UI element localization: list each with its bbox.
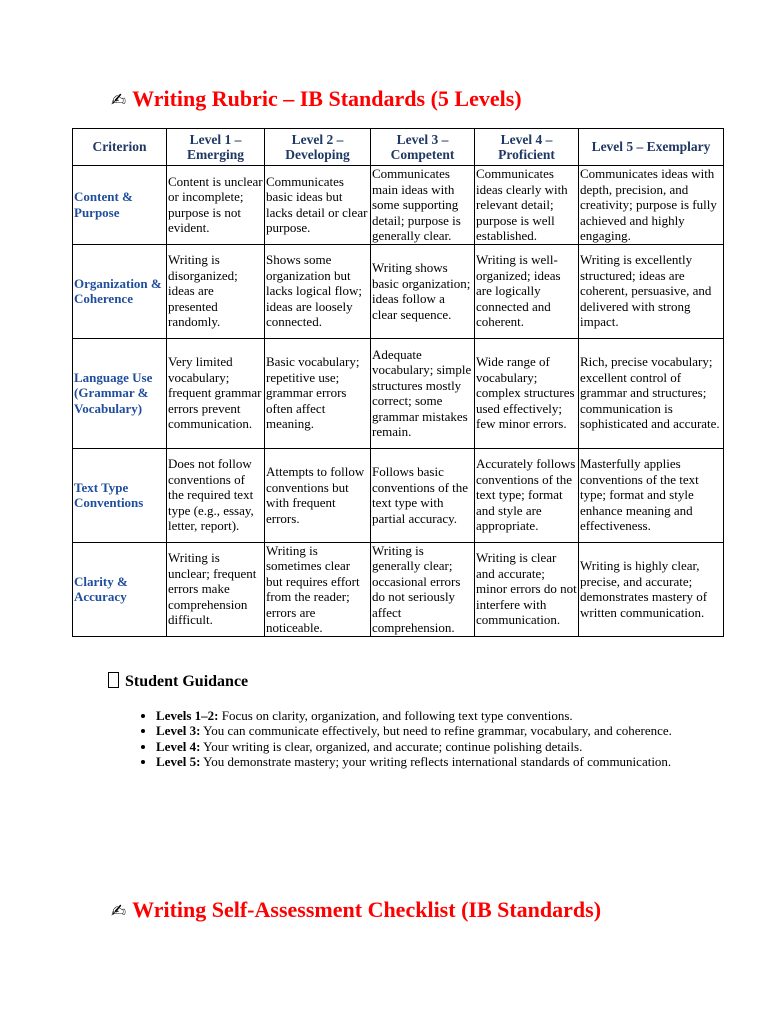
criterion-cell: Clarity & Accuracy bbox=[73, 542, 167, 636]
header-level-5: Level 5 – Exemplary bbox=[579, 129, 724, 166]
header-level-4: Level 4 – Proficient bbox=[475, 129, 579, 166]
table-cell: Communicates basic ideas but lacks detail or clear purpose. bbox=[265, 166, 371, 245]
list-item bbox=[156, 708, 676, 723]
table-cell: Communicates ideas with depth, precision, and creativity; purpose is fully achieved and highly engaging. bbox=[579, 166, 724, 245]
list-item bbox=[156, 723, 676, 738]
list-item-text: Your writing is clear, organized, and accurate; continue polishing details. bbox=[200, 738, 583, 754]
table-cell: Wide range of vocabulary; complex structures used effectively; few minor errors. bbox=[475, 338, 579, 448]
table-row bbox=[73, 166, 724, 245]
table-cell: Does not follow conventions of the required text type (e.g., essay, letter, report). bbox=[167, 448, 265, 542]
list-item-text: You demonstrate mastery; your writing reflects international standards of communication. bbox=[200, 754, 672, 770]
guidance-list bbox=[132, 708, 676, 770]
table-cell: Writing is generally clear; occasional errors do not seriously affect comprehension. bbox=[371, 542, 475, 636]
table-row bbox=[73, 448, 724, 542]
table-cell: Communicates main ideas with some supporting detail; purpose is generally clear. bbox=[371, 166, 475, 245]
table-cell: Adequate vocabulary; simple structures mostly correct; some grammar mistakes remain. bbox=[371, 338, 475, 448]
criterion-cell: Text Type Conventions bbox=[73, 448, 167, 542]
table-cell: Communicates ideas clearly with relevant detail; purpose is well established. bbox=[475, 166, 579, 245]
guidance-heading-text: Student Guidance bbox=[125, 673, 249, 690]
list-item-label: Level 3: bbox=[156, 723, 201, 739]
table-cell: Masterfully applies conventions of the text type; format and style enhance meaning and effectiveness. bbox=[579, 448, 724, 542]
list-item-text: Focus on clarity, organization, and following text type conventions. bbox=[218, 708, 573, 723]
table-cell: Writing is unclear; frequent errors make comprehension difficult. bbox=[167, 542, 265, 636]
list-item-text: You can communicate effectively, but need to refine grammar, vocabulary, and coherence. bbox=[200, 723, 672, 739]
header-criterion: Criterion bbox=[73, 129, 167, 166]
page-title bbox=[111, 87, 522, 113]
header-level-3: Level 3 – Competent bbox=[371, 129, 475, 166]
writing-hand-icon: ✍ bbox=[111, 901, 127, 922]
section-title-text: Writing Self-Assessment Checklist (IB Standards) bbox=[132, 897, 602, 922]
table-cell: Shows some organization but lacks logical flow; ideas are loosely connected. bbox=[265, 244, 371, 338]
table-cell: Writing is excellently structured; ideas are coherent, persuasive, and delivered with strong impact. bbox=[579, 244, 724, 338]
table-cell: Writing is highly clear, precise, and accurate; demonstrates mastery of written communication. bbox=[579, 542, 724, 636]
list-item bbox=[156, 739, 676, 754]
table-row bbox=[73, 338, 724, 448]
table-cell: Accurately follows conventions of the text type; format and style are appropriate. bbox=[475, 448, 579, 542]
table-cell: Attempts to follow conventions but with frequent errors. bbox=[265, 448, 371, 542]
list-item-label: Level 5: bbox=[156, 754, 201, 770]
table-cell: Writing shows basic organization; ideas follow a clear sequence. bbox=[371, 244, 475, 338]
writing-hand-icon: ✍ bbox=[111, 90, 127, 111]
rubric-table bbox=[72, 128, 724, 637]
section-title bbox=[111, 898, 601, 924]
header-level-2: Level 2 – Developing bbox=[265, 129, 371, 166]
criterion-cell: Content & Purpose bbox=[73, 166, 167, 245]
criterion-cell: Organization & Coherence bbox=[73, 244, 167, 338]
header-level-1: Level 1 – Emerging bbox=[167, 129, 265, 166]
guidance-heading bbox=[108, 672, 248, 692]
table-cell: Writing is sometimes clear but requires effort from the reader; errors are noticeable. bbox=[265, 542, 371, 636]
list-item bbox=[156, 754, 676, 769]
table-cell: Content is unclear or incomplete; purpose is not evident. bbox=[167, 166, 265, 245]
table-cell: Very limited vocabulary; frequent grammar errors prevent communication. bbox=[167, 338, 265, 448]
table-cell: Follows basic conventions of the text type with partial accuracy. bbox=[371, 448, 475, 542]
missing-glyph-icon bbox=[108, 672, 119, 688]
list-item-label: Levels 1–2: bbox=[156, 708, 219, 723]
table-cell: Writing is disorganized; ideas are presented randomly. bbox=[167, 244, 265, 338]
table-row bbox=[73, 542, 724, 636]
table-header-row bbox=[73, 129, 724, 166]
table-cell: Writing is clear and accurate; minor errors do not interfere with communication. bbox=[475, 542, 579, 636]
table-cell: Writing is well-organized; ideas are logically connected and coherent. bbox=[475, 244, 579, 338]
list-item-label: Level 4: bbox=[156, 738, 201, 754]
table-row bbox=[73, 244, 724, 338]
criterion-cell: Language Use (Grammar & Vocabulary) bbox=[73, 338, 167, 448]
table-cell: Basic vocabulary; repetitive use; grammar errors often affect meaning. bbox=[265, 338, 371, 448]
table-cell: Rich, precise vocabulary; excellent control of grammar and structures; communication is sophisticated and accurate. bbox=[579, 338, 724, 448]
page-title-text: Writing Rubric – IB Standards (5 Levels) bbox=[132, 86, 522, 111]
